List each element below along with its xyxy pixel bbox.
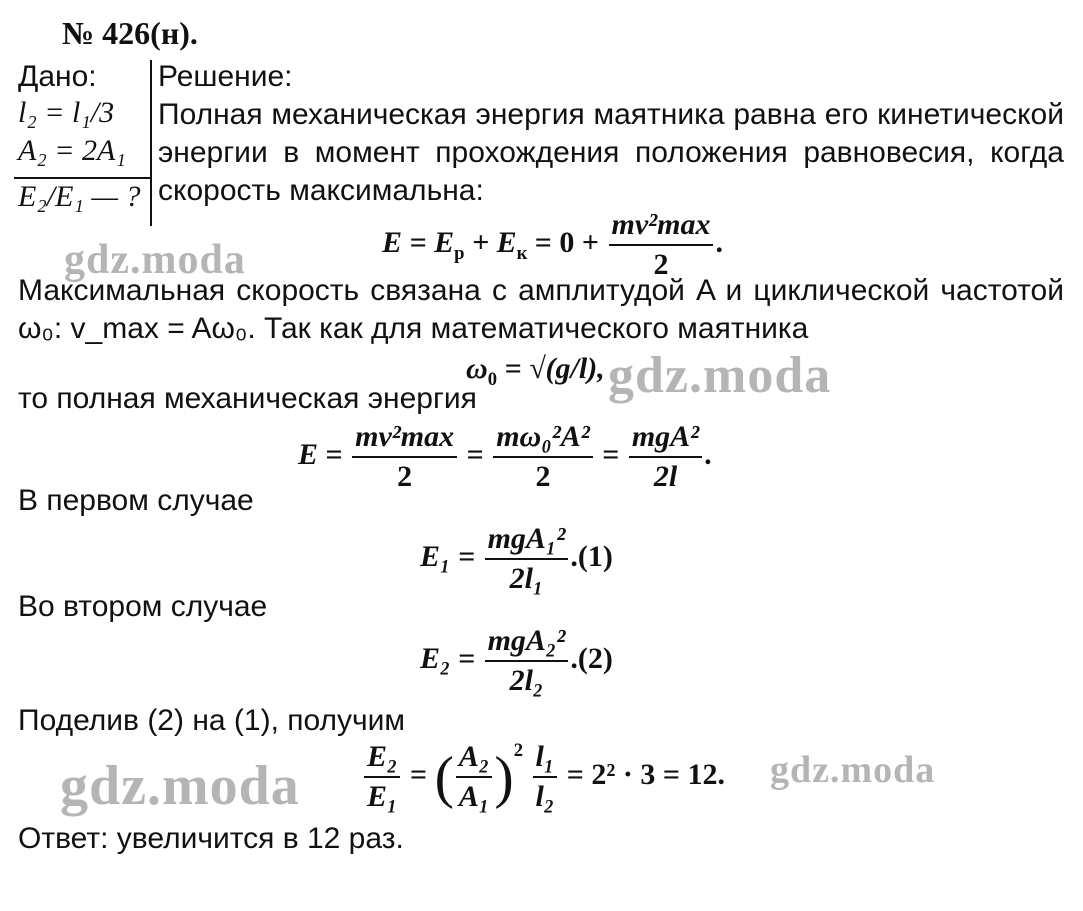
e1-lhs: E₁ = bbox=[420, 539, 476, 573]
f1-rest: = 0 + bbox=[527, 225, 607, 259]
r-den-2: A₁ bbox=[458, 780, 490, 813]
given-divider bbox=[14, 177, 152, 179]
formula-e1 bbox=[420, 520, 613, 598]
e2-fraction bbox=[485, 622, 569, 700]
omega-rhs: = √(g/l), bbox=[497, 352, 605, 385]
f2-num-1: mv²max bbox=[352, 418, 457, 458]
given-label: Дано: bbox=[18, 60, 97, 93]
given-separator bbox=[150, 60, 152, 226]
f1-plus: + E bbox=[464, 225, 517, 259]
solution-label: Решение: bbox=[158, 60, 293, 93]
watermark: gdz.moda bbox=[64, 237, 246, 283]
solution-para1-line3: скорость максимальна: bbox=[158, 174, 484, 207]
watermark: gdz.moda bbox=[60, 755, 300, 817]
r-fraction-1 bbox=[364, 738, 400, 816]
f2-fraction-3 bbox=[629, 418, 702, 496]
e2-num: mgA₂² bbox=[485, 622, 569, 662]
f1-sub-p: р bbox=[454, 242, 465, 264]
divide-label: Поделив (2) на (1), получим bbox=[18, 704, 406, 737]
solution-para2-line1: Максимальная скорость связана с амплитудой A и циклической частотой bbox=[18, 274, 1064, 307]
f2-fraction-1 bbox=[352, 418, 457, 496]
given-line-2: A₂ = 2A₁ bbox=[18, 134, 126, 167]
r-rest: = 2² · 3 = 12. bbox=[566, 757, 725, 791]
f1-sub-k: к bbox=[516, 242, 528, 264]
case-2-label: Во втором случае bbox=[18, 590, 268, 623]
f1-fraction bbox=[609, 206, 714, 284]
f1-numerator: mv²max bbox=[609, 206, 714, 246]
f2-den-3: 2l bbox=[653, 460, 678, 493]
solution-para1-line1: Полная механическая энергия маятника равна его кинетической bbox=[158, 98, 1064, 131]
r-den-3: l₂ bbox=[535, 780, 555, 813]
formula-e2 bbox=[420, 622, 613, 700]
f1-lhs: E = E bbox=[382, 225, 455, 259]
e2-den: 2l₂ bbox=[509, 664, 544, 697]
problem-number: № 426(н). bbox=[62, 15, 198, 51]
f2-num-2: mω₀²A² bbox=[493, 418, 593, 458]
e1-num: mgA₁² bbox=[485, 520, 569, 560]
f2-den-2: 2 bbox=[535, 460, 551, 493]
r-fraction-3 bbox=[533, 738, 558, 816]
solution-para3: то полная механическая энергия bbox=[18, 382, 477, 415]
r-num-3: l₁ bbox=[533, 738, 558, 778]
answer: Ответ: увеличится в 12 раз. bbox=[18, 822, 404, 855]
formula-energy-sum: $E = E_р + E_к = 0$ + $\frac{\text{mv²max}}{2}$ . bbox=[382, 206, 723, 284]
e1-den: 2l₁ bbox=[509, 562, 544, 595]
case-1-label: В первом случае bbox=[18, 484, 254, 517]
watermark: gdz.moda bbox=[770, 749, 936, 791]
given-line-1: l₂ = l₁/3 bbox=[18, 96, 115, 129]
r-num-2: A₂ bbox=[456, 738, 492, 778]
f1-denominator: 2 bbox=[653, 248, 669, 281]
f2-num-3: mgA² bbox=[629, 418, 702, 458]
omega-sub: 0 bbox=[487, 369, 497, 390]
solution-para1-line2: энергии в момент прохождения положения равновесия, когда bbox=[158, 136, 1064, 169]
formula-omega bbox=[466, 352, 605, 391]
e1-tag: .(1) bbox=[570, 539, 613, 573]
omega-lhs: ω bbox=[466, 352, 488, 385]
e2-lhs: E₂ = bbox=[420, 641, 476, 675]
formula-ratio: $\frac{\text{E₂}}{\text{E₁}}$ = ( $\frac{\text{A₂}}{\text{A₁}}$ )$^2$ $\frac{\text{l₁}}{\text{l₂}}$ = 2² · 3 = 12. bbox=[362, 738, 725, 816]
e2-tag: .(2) bbox=[570, 641, 613, 675]
r-den-1: E₁ bbox=[367, 780, 398, 813]
e1-fraction bbox=[485, 520, 569, 598]
f2-den-1: 2 bbox=[397, 460, 413, 493]
watermark: gdz.moda bbox=[608, 347, 832, 404]
given-find: E₂/E₁ — ? bbox=[18, 180, 141, 213]
r-fraction-2 bbox=[456, 738, 492, 816]
f2-fraction-2 bbox=[493, 418, 593, 496]
solution-para2-line2: ω₀: v_max = Aω₀. Так как для математического маятника bbox=[18, 312, 809, 345]
r-num-1: E₂ bbox=[364, 738, 400, 778]
formula-energy-chain: E = $\frac{\text{mv²max}}{2}$ = $\frac{\text{mω₀²A²}}{2}$ = $\frac{\text{mgA²}}{2l}$ . bbox=[298, 418, 712, 496]
